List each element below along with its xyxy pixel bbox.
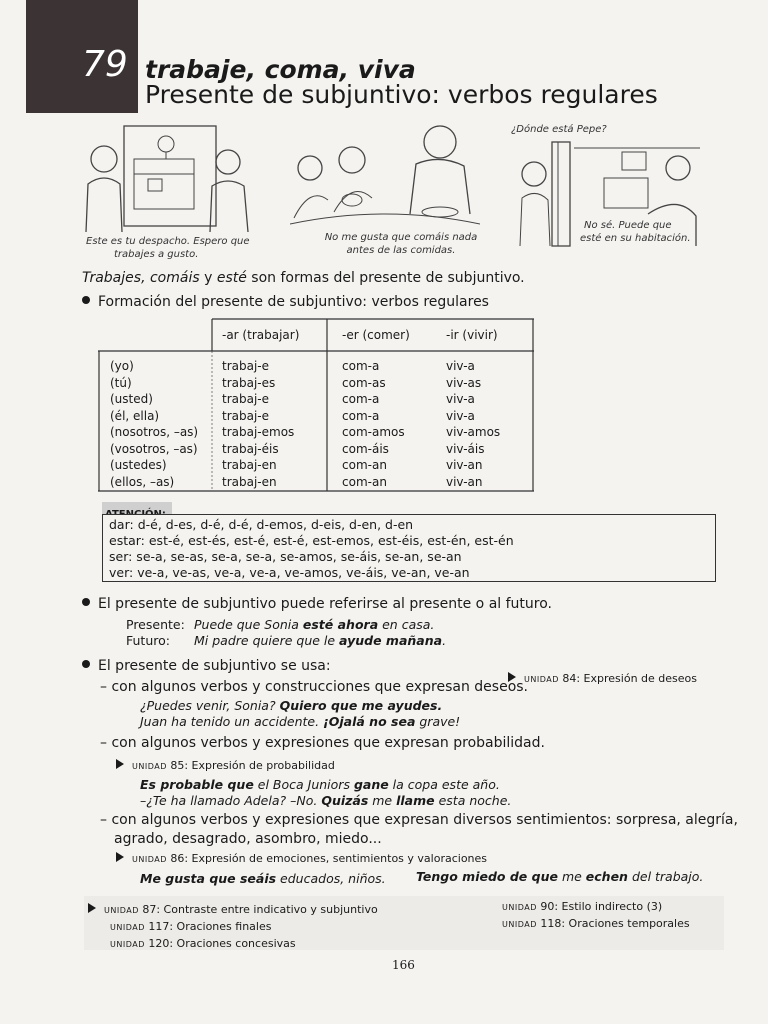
attention-box [102, 514, 716, 582]
probability-example-1: Es probable que el Boca Juniors gane la copa este año. [140, 777, 500, 792]
attention-line-estar: estar: est-é, est-és, est-é, est-é, est-emos, est-éis, est-én, est-én [109, 533, 514, 548]
intro-sentence: Trabajes, comáis y esté son formas del presente de subjuntivo. [82, 270, 525, 286]
title-forms: trabaje, coma, viva [145, 55, 416, 84]
ref-unit-120[interactable]: UNIDAD 120: Oraciones concesivas [110, 937, 296, 950]
usage-feelings: – con algunos verbos y expresiones que expresan diversos sentimientos: sorpresa, alegría, agrado, desagrado, asombro, miedo... [100, 812, 738, 847]
feelings-example-1: Me gusta que seáis educados, niños. [140, 871, 386, 886]
col-header-ar: -ar (trabajar) [222, 328, 300, 342]
ref-unit-86[interactable]: UNIDAD 86: Expresión de emociones, sentimientos y valoraciones [116, 852, 487, 865]
footer-refs-right [502, 899, 690, 933]
caption-dinner: No me gusta que comáis nada antes de las comidas. [324, 232, 478, 256]
illustration-office [82, 124, 254, 232]
attention-line-dar: dar: d-é, d-es, d-é, d-é, d-emos, d-eis, d-en, d-en [109, 517, 414, 532]
attention-line-ver: ver: ve-a, ve-as, ve-a, ve-a, ve-amos, ve-áis, ve-an, ve-an [109, 565, 470, 580]
attention-line-ser: ser: se-a, se-as, se-a, se-a, se-amos, se-áis, se-an, se-an [109, 549, 462, 564]
arrow-right-icon [116, 759, 124, 769]
usage-time-heading: El presente de subjuntivo puede referirse al presente o al futuro. [82, 596, 552, 612]
present-example: Presente: Puede que Sonia esté ahora en casa. [126, 617, 435, 632]
feelings-example-2: Tengo miedo de que me echen del trabajo. [416, 869, 704, 884]
probability-example-2: –¿Te ha llamado Adela? –No. Quizás me llame esta noche. [140, 793, 512, 808]
conjugation-table [98, 318, 534, 492]
col-header-er: -er (comer) [342, 328, 410, 342]
caption-office: Este es tu despacho. Espero que trabajes a gusto. [86, 236, 250, 260]
arrow-right-icon [116, 852, 124, 862]
formation-heading: Formación del presente de subjuntivo: verbos regulares [82, 294, 489, 310]
ref-unit-84[interactable]: UNIDAD 84: Expresión de deseos [508, 672, 697, 685]
office-drawing-icon [82, 124, 254, 232]
caption-doorway: No sé. Puede que esté en su habitación. [580, 220, 691, 244]
ar-column: trabaj-e trabaj-es trabaj-e trabaj-e trabaj-emos trabaj-éis trabaj-en trabaj-en [222, 359, 295, 489]
bullet-icon [82, 296, 90, 304]
usage-wishes: – con algunos verbos y construcciones que expresan deseos. [100, 679, 528, 695]
ir-column: viv-a viv-as viv-a viv-a viv-amos viv-áis viv-an viv-an [446, 359, 501, 489]
unit-number: 79 [82, 44, 128, 85]
page-number: 166 [392, 958, 415, 972]
ref-unit-90[interactable]: UNIDAD 90: Estilo indirecto (3) [502, 900, 663, 913]
er-column: com-a com-as com-a com-a com-amos com-áis com-an com-an [342, 359, 405, 489]
arrow-right-icon [88, 903, 96, 913]
ref-unit-87[interactable]: UNIDAD 87: Contraste entre indicativo y subjuntivo [88, 902, 378, 919]
speech-pepe: ¿Dónde está Pepe? [511, 124, 607, 135]
ref-unit-118[interactable]: UNIDAD 118: Oraciones temporales [502, 917, 690, 930]
arrow-right-icon [508, 672, 516, 682]
ref-unit-85[interactable]: UNIDAD 85: Expresión de probabilidad [116, 759, 335, 772]
bullet-icon [82, 660, 90, 668]
pronoun-column: (yo) (tú) (usted) (él, ella) (nosotros, –as) (vosotros, –as) (ustedes) (ellos, –as) [110, 359, 199, 489]
footer-refs-left [88, 902, 378, 953]
usage-probability: – con algunos verbos y expresiones que expresan probabilidad. [100, 735, 545, 751]
wishes-example-2: Juan ha tenido un accidente. ¡Ojalá no sea grave! [140, 714, 461, 729]
illustration-dinner [290, 120, 480, 230]
title-topic: Presente de subjuntivo: verbos regulares [145, 80, 658, 109]
bullet-icon [82, 598, 90, 606]
dinner-drawing-icon [290, 120, 480, 230]
wishes-example-1: ¿Puedes venir, Sonia? Quiero que me ayudes. [140, 698, 443, 713]
ref-unit-117[interactable]: UNIDAD 117: Oraciones finales [110, 920, 272, 933]
future-example: Futuro: Mi padre quiere que le ayude mañana. [126, 633, 447, 648]
usage-heading: El presente de subjuntivo se usa: [82, 658, 331, 674]
col-header-ir: -ir (vivir) [446, 328, 498, 342]
